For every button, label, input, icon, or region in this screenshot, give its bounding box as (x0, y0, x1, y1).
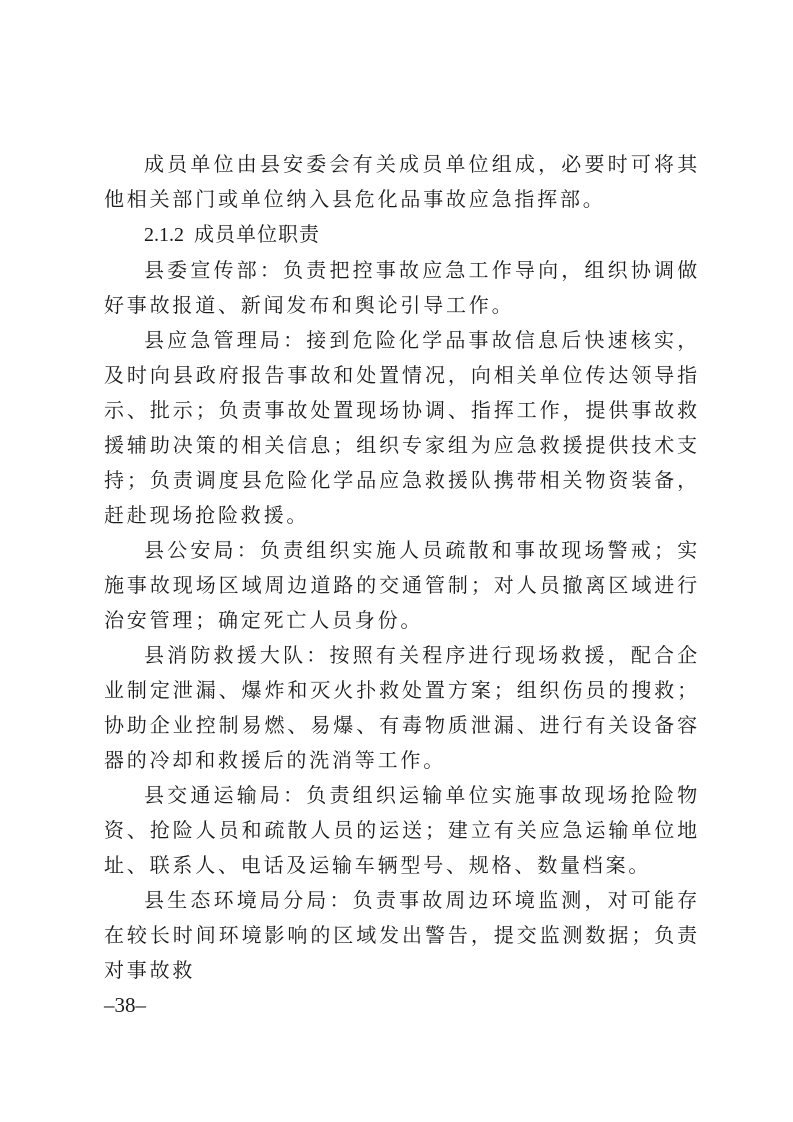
section-title: 成员单位职责 (194, 222, 320, 246)
section-heading (104, 217, 700, 253)
document-body (104, 147, 700, 988)
duty-paragraph-police: 县公安局：负责组织实施人员疏散和事故现场警戒；实施事故现场区域周边道路的交通管制；对人员撤离区域进行治安管理；确定死亡人员身份。 (104, 538, 700, 632)
duty-paragraph-transport: 县交通运输局：负责组织运输单位实施事故现场抢险物资、抢险人员和疏散人员的运送；建立有关应急运输单位地址、联系人、电话及运输车辆型号、规格、数量档案。 (104, 783, 700, 877)
duty-paragraph-fire-rescue: 县消防救援大队：按照有关程序进行现场救援，配合企业制定泄漏、爆炸和灭火扑救处置方案；组织伤员的搜救；协助企业控制易燃、易爆、有毒物质泄漏、进行有关设备容器的冷却和救援后的洗消等工作。 (104, 643, 700, 772)
intro-paragraph: 成员单位由县安委会有关成员单位组成，必要时可将其他相关部门或单位纳入县危化品事故应急指挥部。 (104, 152, 700, 211)
page-number: –38– (104, 993, 146, 1017)
duty-paragraph-environment: 县生态环境局分局：负责事故周边环境监测，对可能存在较长时间环境影响的区域发出警告，提交监测数据；负责对事故救 (104, 888, 700, 982)
section-number: 2.1.2 (144, 224, 184, 246)
duty-paragraph-publicity: 县委宣传部：负责把控事故应急工作导向，组织协调做好事故报道、新闻发布和舆论引导工作。 (104, 258, 700, 317)
duty-paragraph-emergency: 县应急管理局：接到危险化学品事故信息后快速核实，及时向县政府报告事故和处置情况，向相关单位传达领导指示、批示；负责事故处置现场协调、指挥工作，提供事故救援辅助决策的相关信息；组织专家组为应急救援提供技术支持；负责调度县危险化学品应急救援队携带相关物资装备，赶赴现场抢险救援。 (104, 328, 700, 527)
